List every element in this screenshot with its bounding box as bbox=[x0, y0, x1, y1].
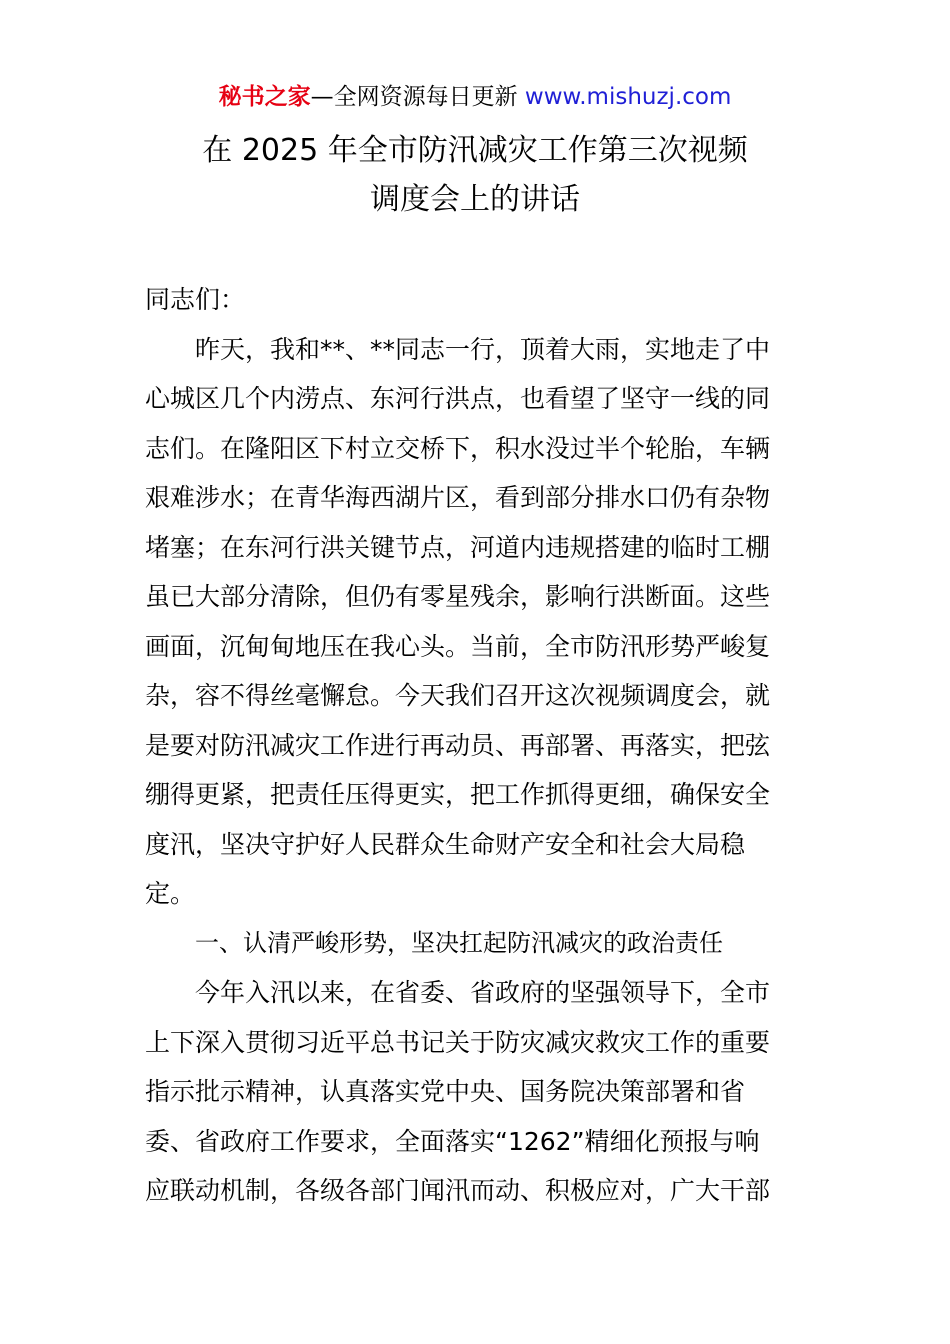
paragraph-line: 上下深入贯彻习近平总书记关于防灾减灾救灾工作的重要 bbox=[145, 1027, 771, 1057]
paragraph-line: 心城区几个内涝点、东河行洪点，也看望了坚守一线的同 bbox=[145, 384, 771, 413]
site-header bbox=[0, 80, 950, 114]
paragraph-2 bbox=[145, 968, 807, 1216]
paragraph-line: 委、省政府工作要求，全面落实“1262”精细化预报与响 bbox=[145, 1126, 760, 1156]
paragraph-1 bbox=[145, 325, 807, 919]
paragraph-line: 今年入汛以来，在省委、省政府的坚强领导下，全市 bbox=[195, 978, 771, 1007]
paragraph-line: 艰难涉水；在青华海西湖片区，看到部分排水口仍有杂物 bbox=[145, 483, 771, 512]
paragraph-line: 是要对防汛减灾工作进行再动员、再部署、再落实，把弦 bbox=[145, 730, 771, 760]
site-url-link[interactable]: www.mishuzj.com bbox=[524, 84, 732, 110]
paragraph-line: 度汛，坚决守护好人民群众生命财产安全和社会大局稳 bbox=[145, 829, 746, 859]
paragraph-line: 虽已大部分清除，但仍有零星残余，影响行洪断面。这些 bbox=[145, 582, 771, 611]
paragraph-line: 堵塞；在东河行洪关键节点，河道内违规搭建的临时工棚 bbox=[145, 532, 771, 562]
title-line-1: 在 2025 年全市防汛减灾工作第三次视频 bbox=[202, 133, 748, 168]
paragraph-line: 指示批示精神，认真落实党中央、国务院决策部署和省 bbox=[145, 1077, 746, 1106]
paragraph-line: 定。 bbox=[145, 879, 196, 908]
paragraph-line: 志们。在隆阳区下村立交桥下，积水没过半个轮胎，车辆 bbox=[145, 433, 771, 463]
salutation: 同志们： bbox=[145, 285, 246, 314]
document-body bbox=[145, 275, 807, 1216]
section-heading-1: 一、认清严峻形势，坚决扛起防汛减灾的政治责任 bbox=[195, 928, 723, 957]
paragraph-line: 绷得更紧，把责任压得更实，把工作抓得更细，确保安全 bbox=[145, 780, 771, 809]
header-tagline: —全网资源每日更新 bbox=[310, 84, 525, 110]
title-line-2: 调度会上的讲话 bbox=[370, 182, 580, 217]
paragraph-line: 画面，沉甸甸地压在我心头。当前，全市防汛形势严峻复 bbox=[145, 631, 771, 661]
paragraph-line: 昨天，我和**、**同志一行，顶着大雨，实地走了中 bbox=[195, 334, 771, 364]
paragraph-line: 应联动机制，各级各部门闻汛而动、积极应对，广大干部 bbox=[145, 1176, 771, 1205]
brand-name: 秘书之家 bbox=[218, 84, 311, 110]
paragraph-line: 杂，容不得丝毫懈怠。今天我们召开这次视频调度会，就 bbox=[145, 681, 771, 710]
document-title bbox=[0, 126, 950, 224]
